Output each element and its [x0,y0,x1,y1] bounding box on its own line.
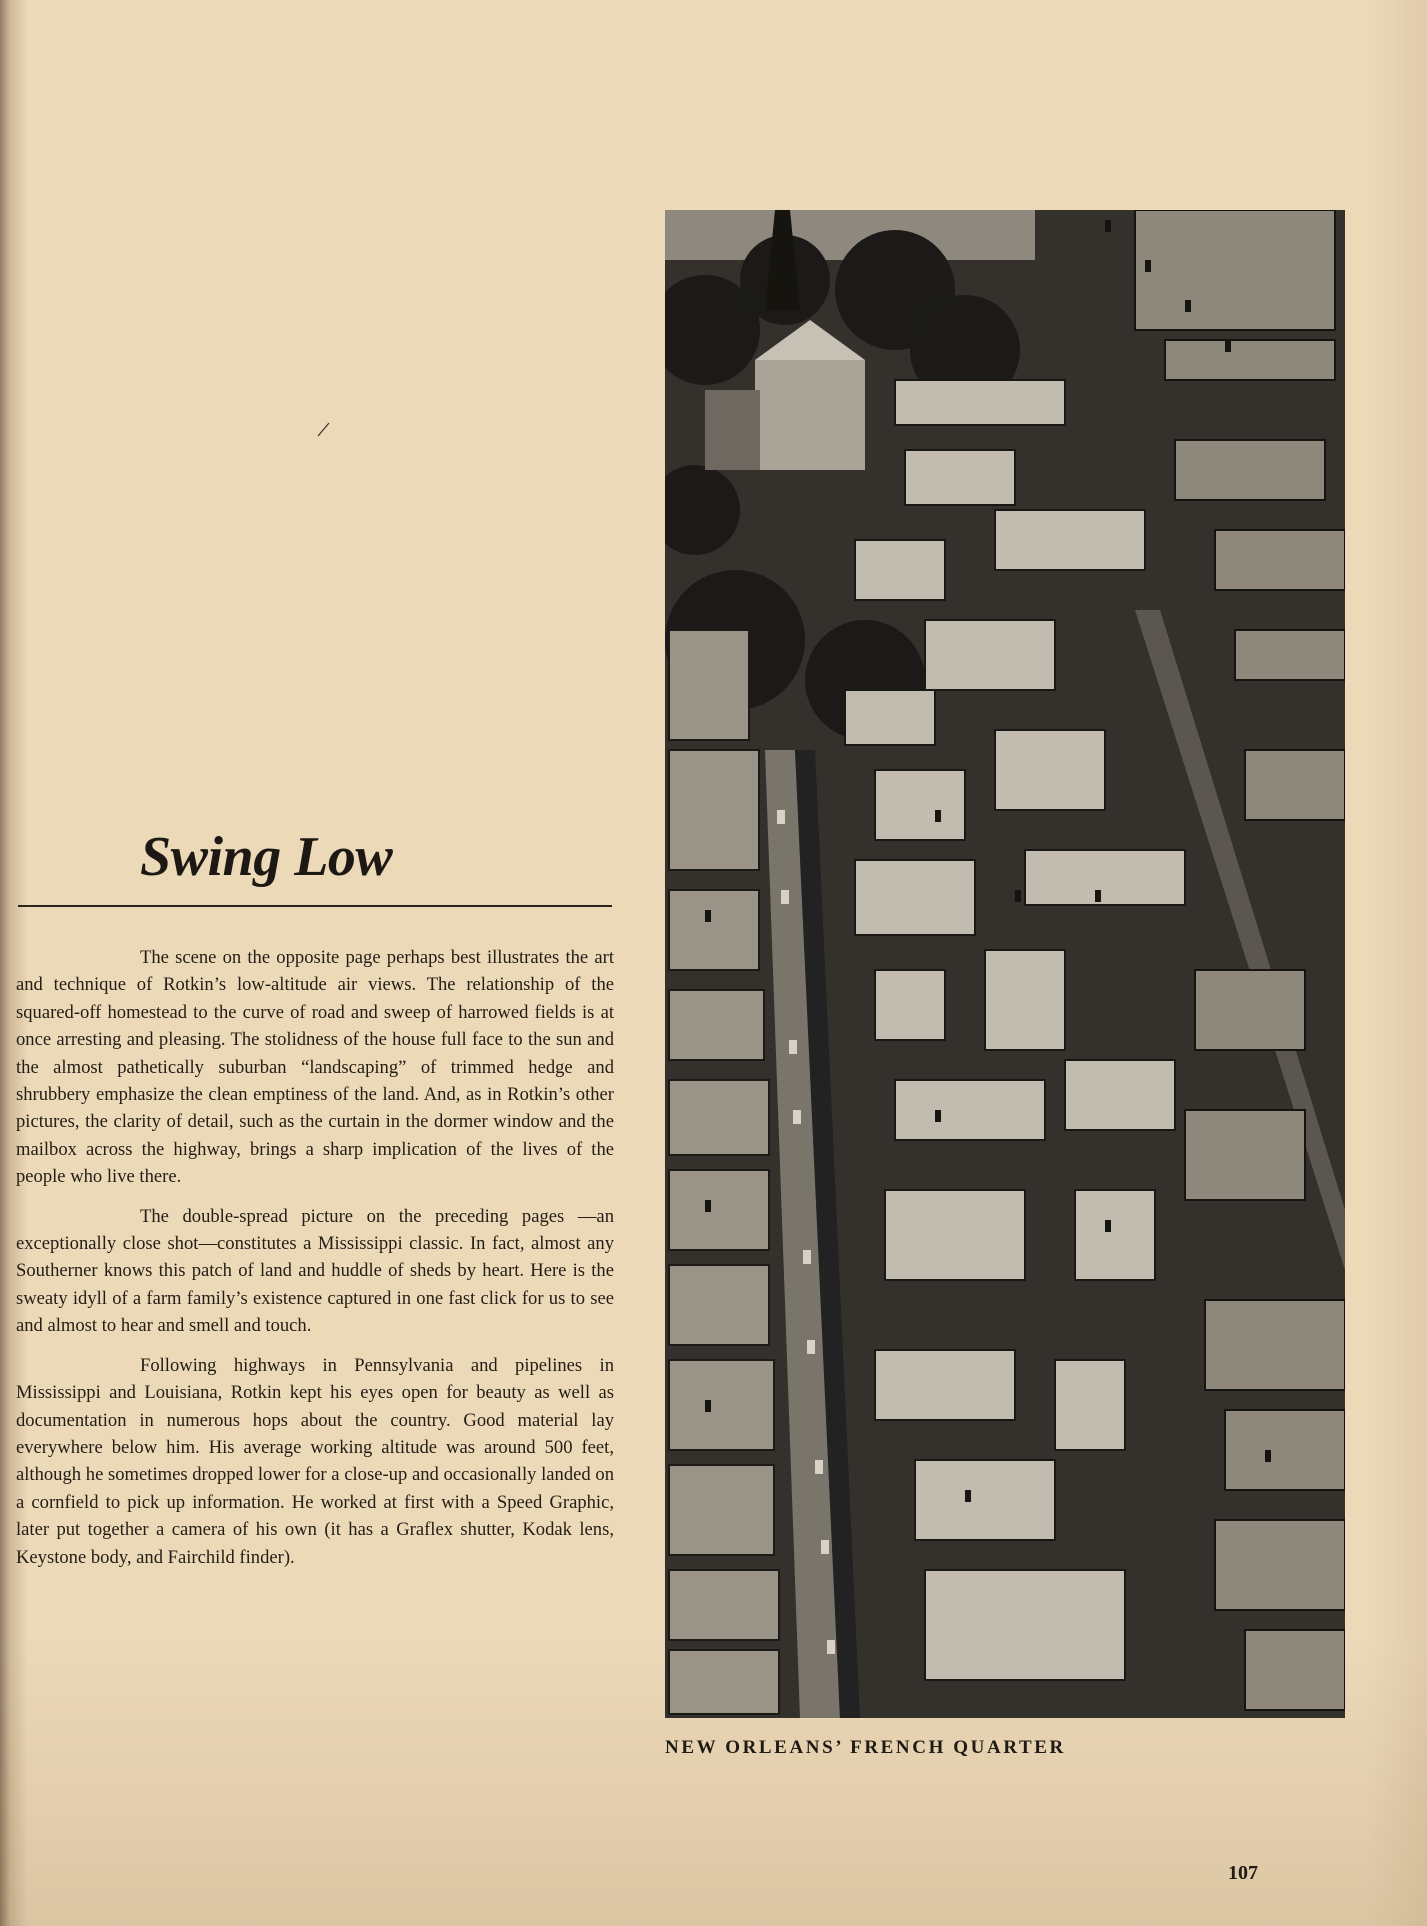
page-number: 107 [1228,1862,1258,1884]
aerial-photo [665,210,1345,1718]
article-title: Swing Low [140,826,393,888]
paragraph-2: The double-spread picture on the preceding pages —an exceptionally close shot—constitutes a Mississippi classic. In fact, almost any Southerner knows this patch of land and huddle of sheds by heart. Here is the sweaty idyll of a farm family’s existence captured in one fast click for us to see and almost to hear and smell and touch. [16,1205,614,1337]
pencil-mark [316,420,332,438]
paragraph-3: Following highways in Pennsylvania and pipelines in Mississippi and Louisiana, Rotkin kept his eyes open for beauty as well as documentation in numerous hops about the country. Good material lay everywhere below him. His average working altitude was around 500 feet, although he sometimes dropped lower for a close-up and occasionally landed on a cornfield to pick up information. He worked at first with a Speed Graphic, later put together a camera of his own (it has a Graflex shutter, Kodak lens, Keystone body, and Fairchild finder). [16,1354,614,1568]
photo-caption: NEW ORLEANS’ FRENCH QUARTER [665,1737,1066,1758]
paragraph-1: The scene on the opposite page perhaps best illustrates the art and technique of Rotkin’s low-altitude air views. The relationship of the squared-off homestead to the curve of road and sweep of harrowed fields is at once arresting and pleasing. The stolidness of the house full face to the sun and the almost pathetically suburban “landscaping” of trimmed hedge and shrubbery emphasize the clean emptiness of the land. And, as in Rotkin’s other pictures, the clarity of detail, such as the curtain in the dormer window and the mailbox across the highway, brings a sharp implication of the lives of the people who live there. [16,947,614,1188]
title-rule [18,905,612,907]
article-body [16,944,614,1583]
aerial-photo-rendering [665,210,1345,1718]
